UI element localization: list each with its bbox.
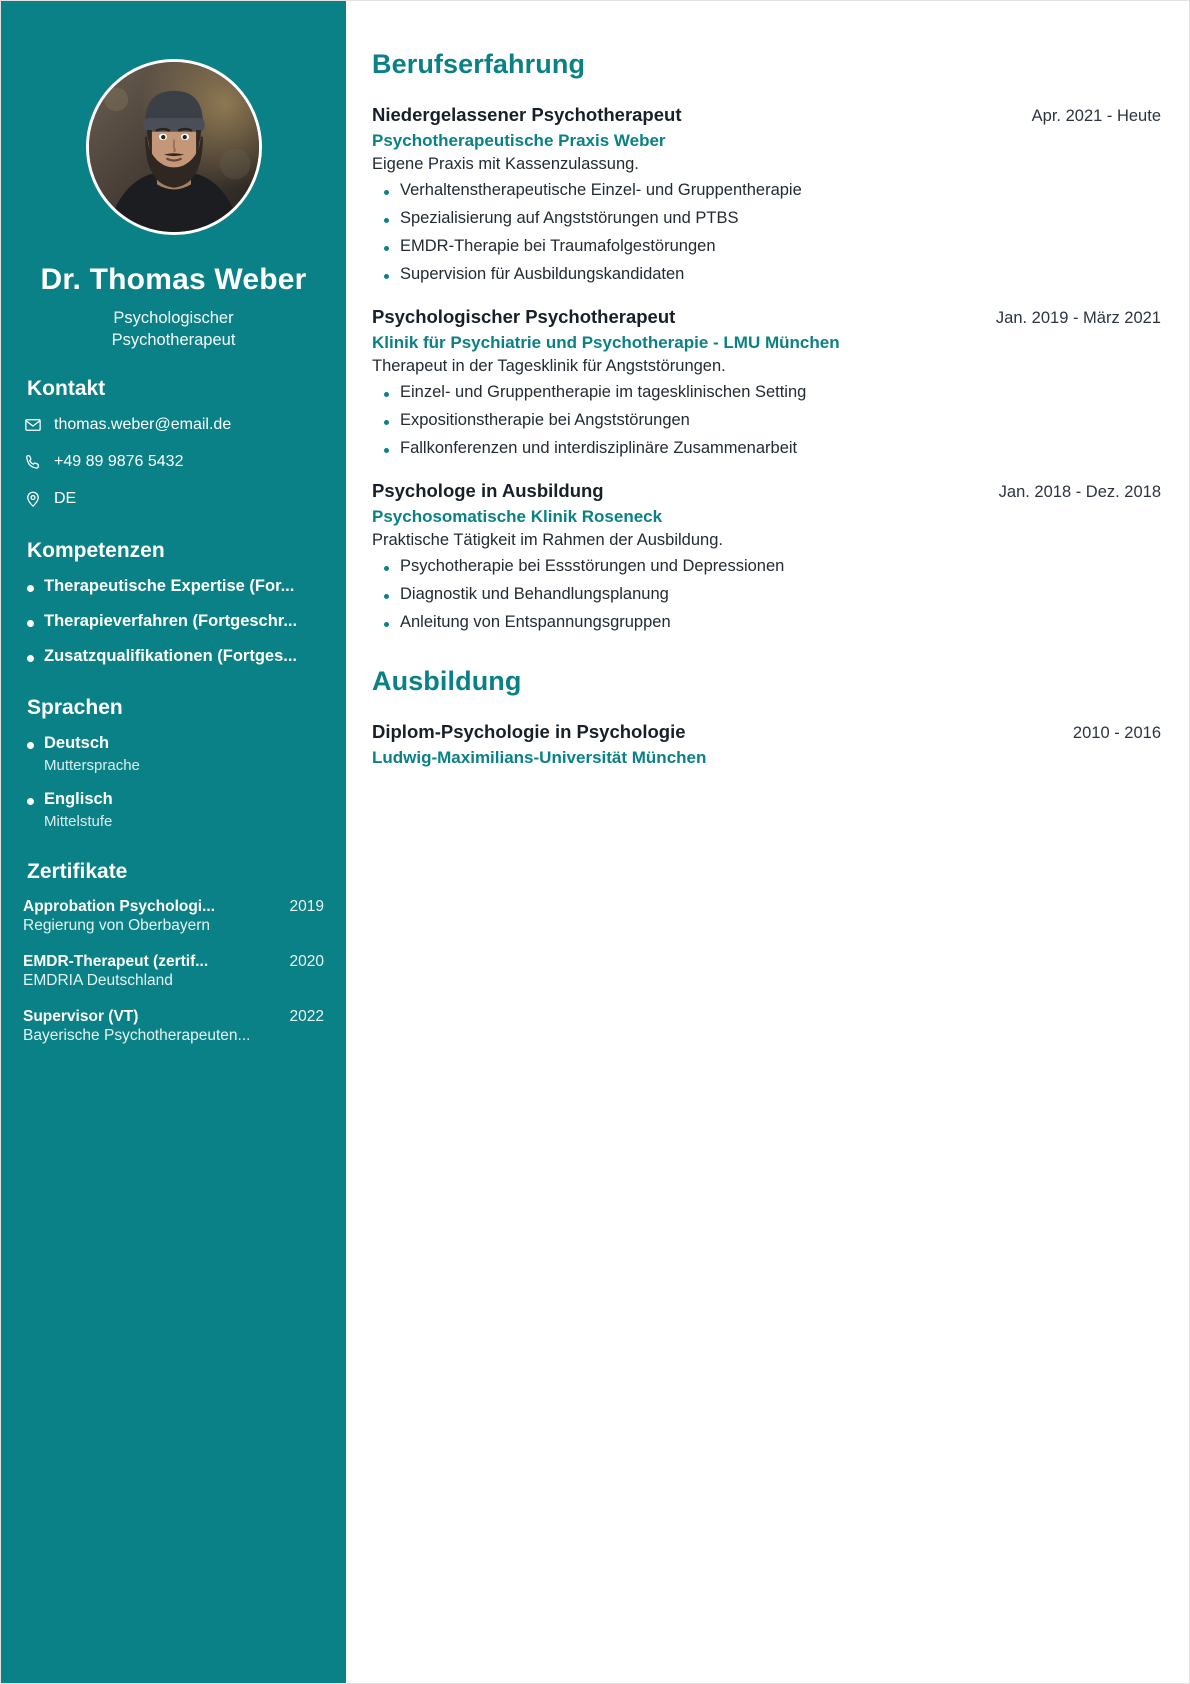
experience-bullet-text: Supervision für Ausbildungskandidaten bbox=[400, 265, 685, 283]
experience-entry bbox=[372, 306, 1161, 458]
bullet-dot-icon bbox=[27, 742, 34, 749]
experience-entry-header bbox=[372, 480, 1161, 502]
certificate-name: EMDR-Therapeut (zertif... bbox=[23, 953, 209, 970]
language-level: Muttersprache bbox=[44, 757, 140, 774]
certificate-issuer: EMDRIA Deutschland bbox=[23, 972, 173, 989]
bullet-dot-icon bbox=[384, 190, 389, 195]
experience-bullet-text: Anleitung von Entspannungsgruppen bbox=[400, 613, 671, 631]
certificate-name: Approbation Psychologi... bbox=[23, 898, 216, 915]
experience-bullet bbox=[372, 439, 1161, 458]
certificate-issuer: Bayerische Psychotherapeuten... bbox=[23, 1027, 251, 1044]
experience-bullet bbox=[372, 411, 1161, 430]
certificate-header bbox=[23, 953, 324, 971]
experience-entry bbox=[372, 480, 1161, 632]
certificate-year: 2022 bbox=[289, 1008, 324, 1025]
bullet-dot-icon bbox=[384, 420, 389, 425]
bullet-dot-icon bbox=[27, 655, 34, 662]
contact-phone[interactable] bbox=[23, 452, 324, 472]
experience-bullet-text: Fallkonferenzen und interdisziplinäre Zusammenarbeit bbox=[400, 439, 798, 457]
language-name: Deutsch bbox=[44, 734, 110, 752]
avatar bbox=[86, 59, 262, 235]
contact-email[interactable] bbox=[23, 415, 324, 435]
certificate-header bbox=[23, 1008, 324, 1026]
skill-item bbox=[23, 612, 324, 631]
experience-bullet-text: EMDR-Therapie bei Traumafolgestörungen bbox=[400, 237, 716, 255]
contact-phone-value: +49 89 9876 5432 bbox=[54, 453, 184, 470]
languages-list bbox=[23, 734, 324, 830]
bullet-dot-icon bbox=[384, 274, 389, 279]
experience-entry-header bbox=[372, 306, 1161, 328]
language-level: Mittelstufe bbox=[44, 813, 113, 830]
experience-bullet-text: Psychotherapie bei Essstörungen und Depressionen bbox=[400, 557, 785, 575]
language-row bbox=[27, 790, 324, 809]
experience-bullet-list bbox=[372, 383, 1161, 458]
language-row bbox=[27, 734, 324, 753]
experience-role: Psychologischer Psychotherapeut bbox=[372, 306, 676, 327]
experience-section-title: Berufserfahrung bbox=[372, 49, 586, 79]
experience-bullet bbox=[372, 557, 1161, 576]
experience-bullet bbox=[372, 585, 1161, 604]
bullet-dot-icon bbox=[384, 594, 389, 599]
avatar-container bbox=[23, 1, 324, 235]
bullet-dot-icon bbox=[27, 798, 34, 805]
skill-item bbox=[23, 647, 324, 666]
experience-bullet-text: Diagnostik und Behandlungsplanung bbox=[400, 585, 669, 603]
experience-organization: Psychotherapeutische Praxis Weber bbox=[372, 131, 666, 150]
experience-role: Psychologe in Ausbildung bbox=[372, 480, 604, 501]
main-content bbox=[346, 1, 1189, 1683]
certificate-name: Supervisor (VT) bbox=[23, 1008, 139, 1025]
experience-bullet bbox=[372, 181, 1161, 200]
bullet-dot-icon bbox=[384, 392, 389, 397]
experience-description: Therapeut in der Tagesklinik für Angststörungen. bbox=[372, 357, 726, 375]
experience-description: Eigene Praxis mit Kassenzulassung. bbox=[372, 155, 639, 173]
certificate-item bbox=[23, 953, 324, 990]
experience-bullet-text: Expositionstherapie bei Angststörungen bbox=[400, 411, 690, 429]
avatar-photo bbox=[89, 62, 259, 232]
experience-organization: Klinik für Psychiatrie und Psychotherapie - LMU München bbox=[372, 333, 840, 352]
language-name: Englisch bbox=[44, 790, 113, 808]
experience-entry bbox=[372, 104, 1161, 284]
sidebar bbox=[1, 1, 346, 1683]
experience-bullet bbox=[372, 265, 1161, 284]
language-item bbox=[23, 790, 324, 830]
education-degree: Diplom-Psychologie in Psychologie bbox=[372, 721, 686, 742]
experience-bullet bbox=[372, 209, 1161, 228]
experience-description: Praktische Tätigkeit im Rahmen der Ausbildung. bbox=[372, 531, 723, 549]
experience-date: Apr. 2021 - Heute bbox=[1031, 107, 1161, 125]
experience-bullet-text: Verhaltenstherapeutische Einzel- und Gruppentherapie bbox=[400, 181, 802, 199]
languages-heading: Sprachen bbox=[27, 696, 123, 719]
bullet-dot-icon bbox=[384, 622, 389, 627]
experience-bullet-list bbox=[372, 557, 1161, 632]
certificate-header bbox=[23, 898, 324, 916]
job-title-line-1: Psychologischer bbox=[113, 309, 234, 327]
skill-label: Therapieverfahren (Fortgeschr... bbox=[44, 612, 298, 630]
experience-entry-header bbox=[372, 104, 1161, 126]
job-title bbox=[23, 307, 324, 351]
experience-bullet bbox=[372, 383, 1161, 402]
bullet-dot-icon bbox=[27, 620, 34, 627]
job-title-line-2: Psychotherapeut bbox=[111, 331, 236, 349]
contact-heading: Kontakt bbox=[27, 377, 106, 400]
certificates-heading: Zertifikate bbox=[27, 860, 128, 883]
phone-icon bbox=[23, 452, 43, 472]
certificate-year: 2020 bbox=[289, 953, 324, 970]
bullet-dot-icon bbox=[384, 566, 389, 571]
experience-bullet-text: Spezialisierung auf Angststörungen und PTBS bbox=[400, 209, 739, 227]
experience-date: Jan. 2019 - März 2021 bbox=[995, 309, 1161, 327]
certificate-issuer: Regierung von Oberbayern bbox=[23, 917, 210, 934]
bullet-dot-icon bbox=[27, 585, 34, 592]
envelope-icon bbox=[23, 415, 43, 435]
skill-label: Therapeutische Expertise (For... bbox=[44, 577, 295, 595]
certificate-year: 2019 bbox=[289, 898, 324, 915]
certificates-list bbox=[23, 898, 324, 1045]
bullet-dot-icon bbox=[384, 448, 389, 453]
education-entry-header bbox=[372, 721, 1161, 743]
skills-list bbox=[23, 577, 324, 666]
experience-bullet bbox=[372, 237, 1161, 256]
contact-email-value: thomas.weber@email.de bbox=[54, 416, 232, 433]
bullet-dot-icon bbox=[384, 246, 389, 251]
experience-bullet-text: Einzel- und Gruppentherapie im tagesklinischen Setting bbox=[400, 383, 807, 401]
contact-list bbox=[23, 415, 324, 509]
experience-role: Niedergelassener Psychotherapeut bbox=[372, 104, 682, 125]
full-name: Dr. Thomas Weber bbox=[40, 263, 307, 296]
experience-date: Jan. 2018 - Dez. 2018 bbox=[998, 483, 1161, 501]
skills-heading: Kompetenzen bbox=[27, 539, 165, 562]
skill-label: Zusatzqualifikationen (Fortges... bbox=[44, 647, 298, 665]
bullet-dot-icon bbox=[384, 218, 389, 223]
education-date: 2010 - 2016 bbox=[1072, 724, 1161, 742]
certificate-item bbox=[23, 1008, 324, 1045]
certificate-item bbox=[23, 898, 324, 935]
experience-bullet-list bbox=[372, 181, 1161, 284]
language-item bbox=[23, 734, 324, 774]
contact-location[interactable] bbox=[23, 489, 324, 509]
contact-location-value: DE bbox=[54, 490, 77, 507]
experience-bullet bbox=[372, 613, 1161, 632]
education-entry bbox=[372, 721, 1161, 768]
experience-organization: Psychosomatische Klinik Roseneck bbox=[372, 507, 663, 526]
skill-item bbox=[23, 577, 324, 596]
education-section-title: Ausbildung bbox=[372, 666, 522, 696]
location-pin-icon bbox=[23, 489, 43, 509]
education-school: Ludwig-Maximilians-Universität München bbox=[372, 748, 707, 767]
